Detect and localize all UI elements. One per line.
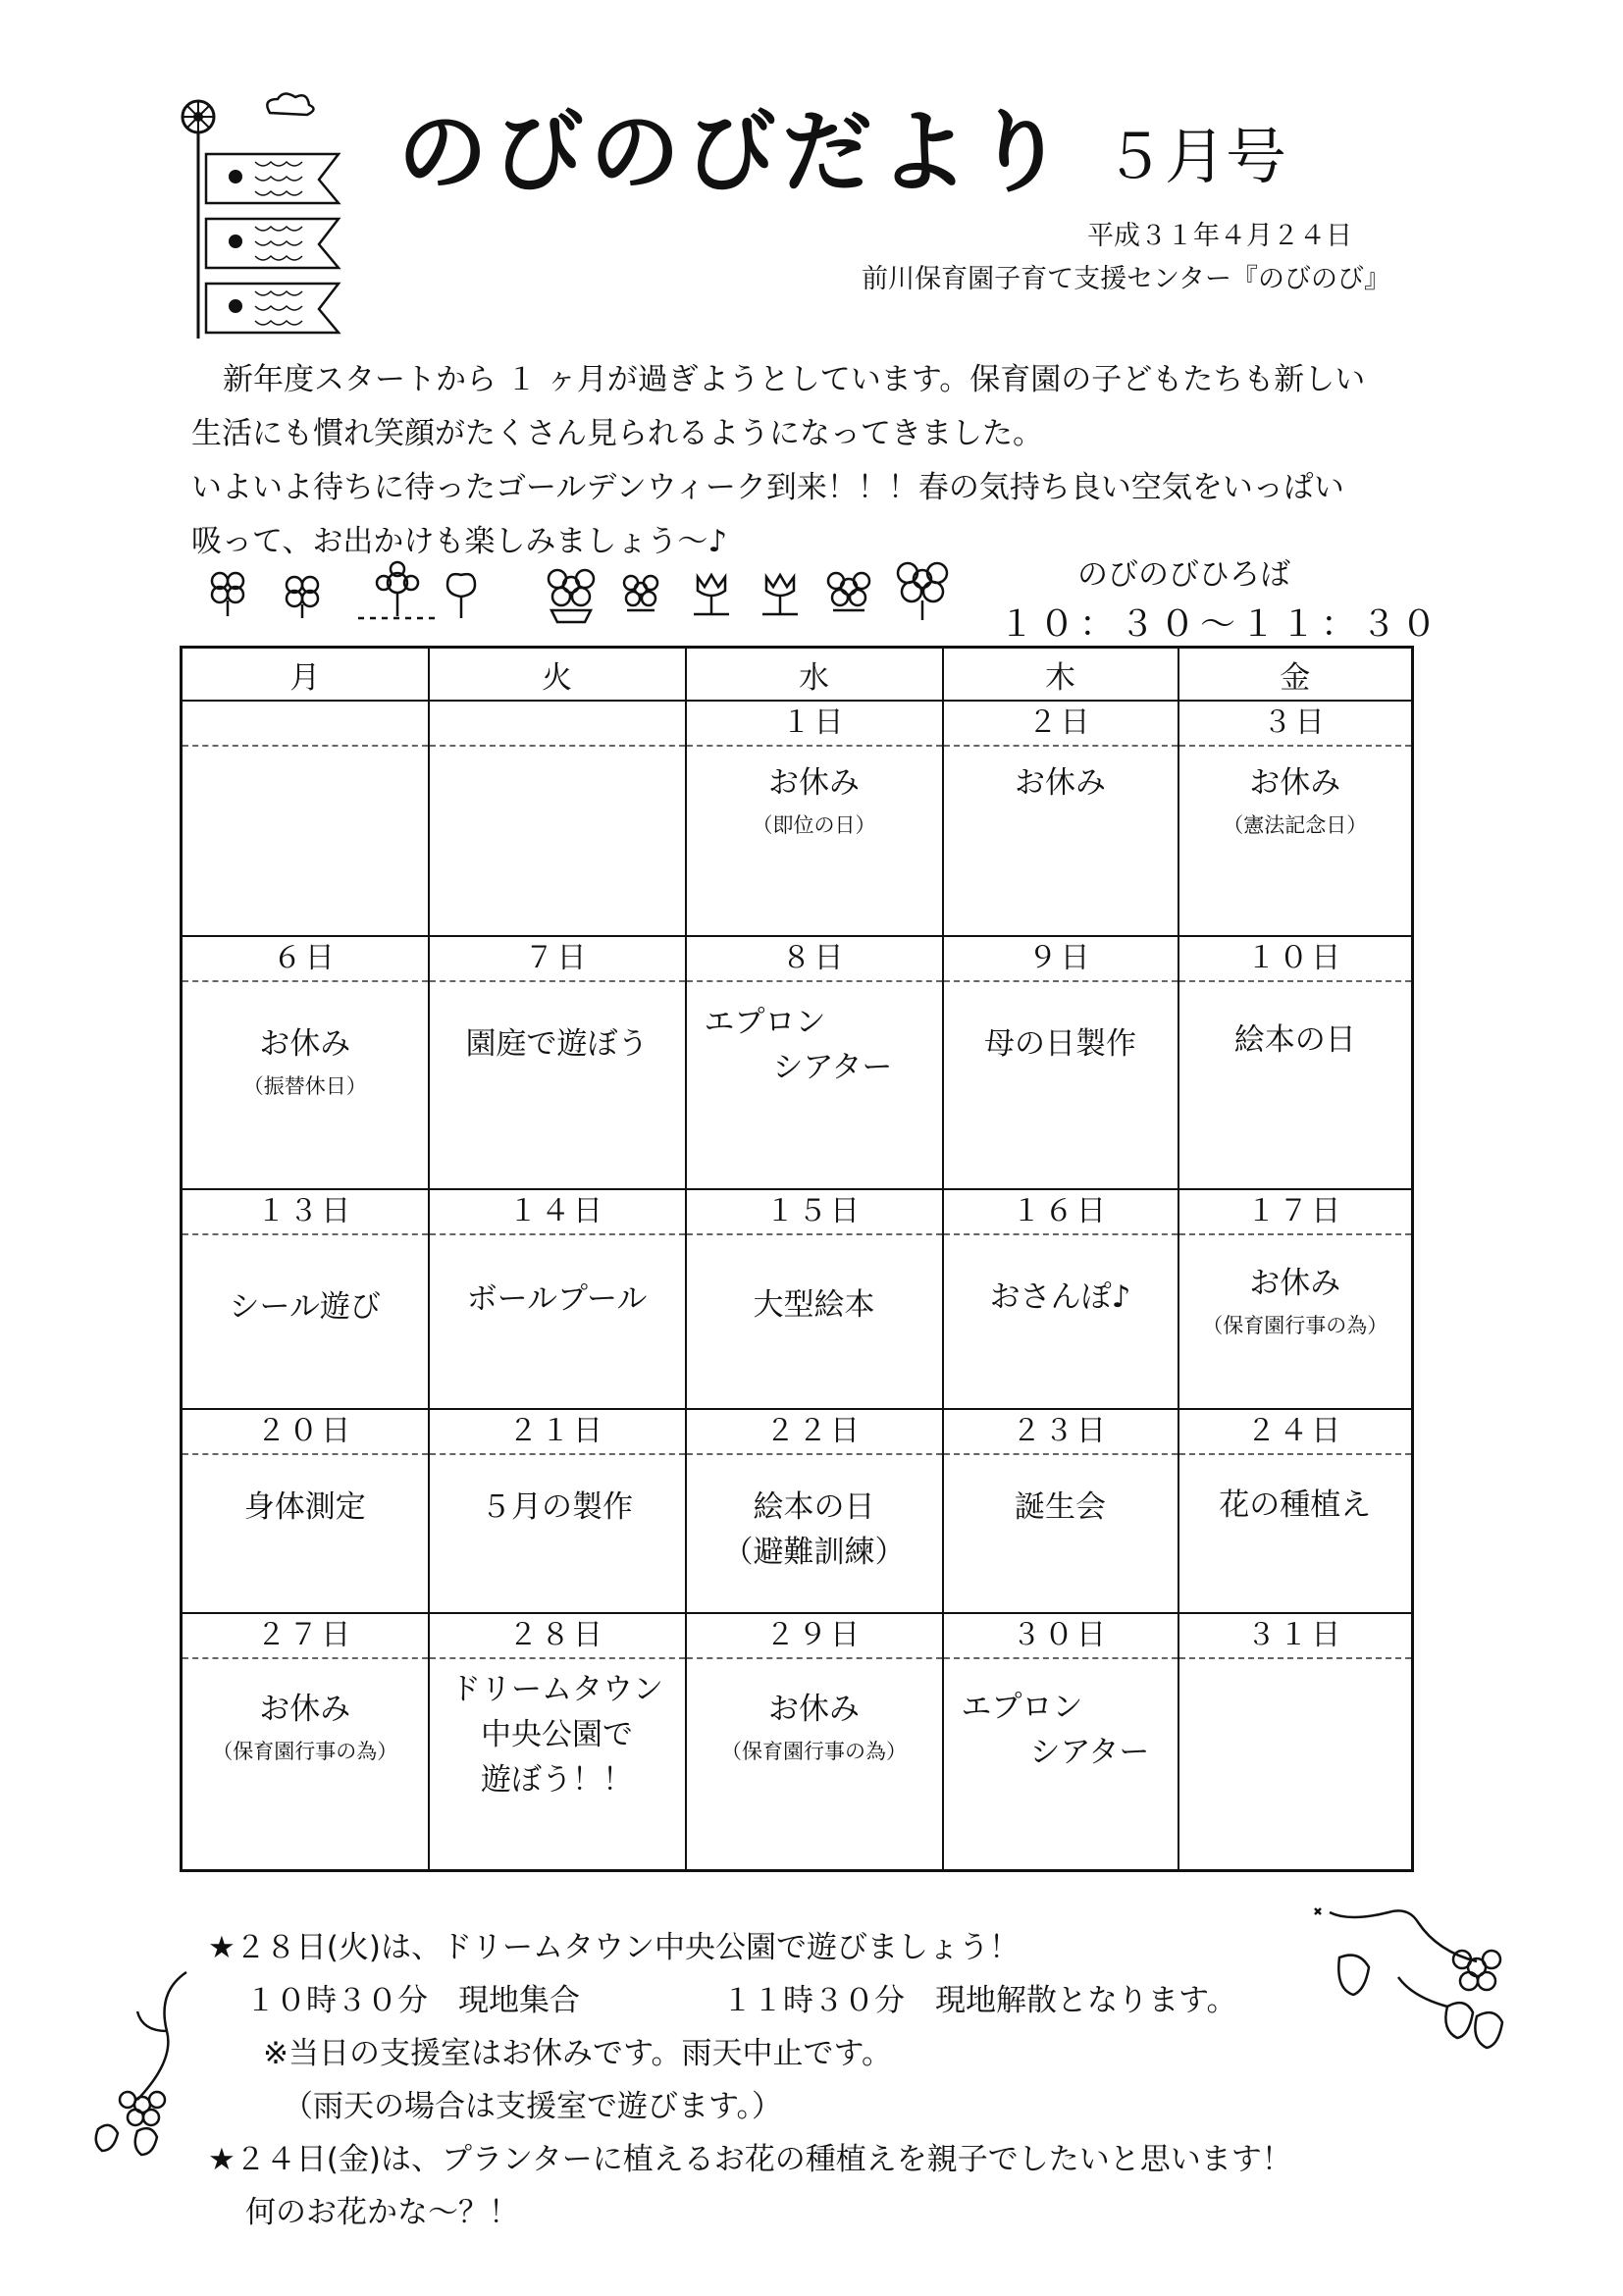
activity: [944, 1455, 1178, 1530]
calendar-cell: [429, 1613, 686, 1870]
calendar-cell: [1178, 1409, 1413, 1613]
activity: [687, 982, 942, 1090]
activity: [430, 1659, 685, 1802]
calendar-cell: [686, 1409, 943, 1613]
calendar-cell: [686, 936, 943, 1189]
calendar-week: [182, 701, 1413, 936]
activity: [687, 1235, 942, 1328]
calendar-cell: [943, 1409, 1178, 1613]
intro-text: [191, 353, 1388, 569]
note-park-closure: ※当日の支援室はお休みです。雨天中止です。: [263, 2036, 893, 2071]
activity-note: （振替休日）: [242, 1074, 367, 1098]
day-number: ２２日: [687, 1410, 942, 1455]
activity-line: ５月の製作: [481, 1489, 633, 1525]
activity-line: お休み: [768, 765, 860, 801]
day-number: [183, 702, 428, 747]
day-number: ２８日: [430, 1614, 685, 1659]
activity-line: 大型絵本: [753, 1287, 875, 1323]
calendar-week: [182, 1189, 1413, 1409]
calendar-cell: [429, 701, 686, 936]
calendar-week: [182, 1613, 1413, 1870]
activity-line: （避難訓練）: [722, 1535, 906, 1570]
activity-line: エプロン: [704, 1005, 826, 1040]
day-number: １４日: [430, 1190, 685, 1235]
day-number: ２９日: [687, 1614, 942, 1659]
schedule-hours: １０：３０～１１：３０: [999, 604, 1442, 645]
notes-section: [208, 1921, 1292, 2239]
schedule-name: のびのびひろば: [1077, 557, 1290, 593]
issue-label: ５月号: [1104, 121, 1287, 192]
activity-note: （保育園行事の為）: [721, 1740, 907, 1763]
day-number: [430, 702, 685, 747]
activity: [183, 1455, 428, 1530]
strawberry-illustration: [1300, 1899, 1526, 2095]
activity: [183, 1235, 428, 1330]
activity-line: 誕生会: [1015, 1489, 1106, 1525]
activity: [1179, 982, 1412, 1063]
activity: [687, 747, 942, 806]
activity-line: シール遊び: [229, 1289, 381, 1325]
newsletter-title: のびのびだより: [397, 100, 1072, 205]
weekday-header: 月: [182, 648, 429, 702]
day-number: ２日: [944, 702, 1178, 747]
activity-line: 遊ぼう！！: [481, 1762, 633, 1798]
weekday-header: 木: [943, 648, 1178, 702]
activity: [1179, 1235, 1412, 1306]
calendar-cell: [182, 1613, 429, 1870]
calendar-cell: [429, 936, 686, 1189]
intro-line: 生活にも慣れ笑顔がたくさん見られるようになってきました。: [191, 416, 1043, 451]
note-park-rain: （雨天の場合は支援室で遊びます。）: [283, 2089, 783, 2124]
calendar-cell: [686, 1613, 943, 1870]
monthly-calendar: [180, 646, 1414, 1872]
calendar-cell: [1178, 1189, 1413, 1409]
day-number: ２０日: [183, 1410, 428, 1455]
calendar-cell: [943, 936, 1178, 1189]
calendar-week: [182, 936, 1413, 1189]
day-number: ３０日: [944, 1614, 1178, 1659]
day-number: ２１日: [430, 1410, 685, 1455]
activity-line: お休み: [1249, 765, 1341, 801]
koinobori-illustration: [177, 93, 373, 348]
day-number: ８日: [687, 937, 942, 982]
activity: [1179, 1455, 1412, 1528]
activity: [1179, 747, 1412, 806]
weekday-header: 金: [1178, 648, 1413, 702]
activity-line: お休み: [1249, 1266, 1341, 1301]
activity: [687, 1455, 942, 1575]
note-seed-planting: ★２４日(金)は、プランターに植えるお花の種植えを親子でしたいと思います！: [208, 2142, 1292, 2177]
activity: [430, 1455, 685, 1530]
flower-row-illustration: [206, 557, 971, 626]
calendar-cell: [182, 701, 429, 936]
activity-line: 園庭で遊ぼう: [465, 1026, 649, 1062]
activity: [944, 982, 1178, 1067]
activity-line: 母の日製作: [984, 1026, 1136, 1062]
activity-line: シアター: [1029, 1735, 1150, 1770]
intro-line: いよいよ待ちに待ったゴールデンウィーク到来！！！春の気持ち良い空気をいっぱい: [191, 470, 1344, 505]
activity-line: 絵本の日: [753, 1489, 875, 1525]
activity-note: （即位の日）: [752, 813, 876, 837]
organization-name: 前川保育園子育て支援センター『のびのび』: [862, 264, 1390, 294]
calendar-cell: [1178, 936, 1413, 1189]
note-meet-time: １０時３０分 現地集合: [245, 1983, 580, 2018]
weekday-header: 火: [429, 648, 686, 702]
calendar-cell: [429, 1409, 686, 1613]
intro-line: 吸って、お出かけも楽しみましょう～♪: [191, 524, 728, 559]
day-number: ２３日: [944, 1410, 1178, 1455]
activity: [183, 982, 428, 1067]
activity-line: お休み: [259, 1026, 351, 1062]
intro-line: 新年度スタートから １ ヶ月が過ぎようとしています。保育園の子どもたちも新しい: [223, 362, 1366, 397]
activity-line: 中央公園で: [481, 1717, 633, 1752]
day-number: ２７日: [183, 1614, 428, 1659]
weekday-header: 水: [686, 648, 943, 702]
calendar-cell: [1178, 701, 1413, 936]
note-park-outing: ★２８日(火)は、ドリームタウン中央公園で遊びましょう！: [208, 1930, 1020, 1965]
day-number: ９日: [944, 937, 1178, 982]
day-number: ６日: [183, 937, 428, 982]
activity-line: お休み: [1015, 765, 1106, 801]
day-number: １７日: [1179, 1190, 1412, 1235]
activity-line: エプロン: [961, 1690, 1083, 1725]
note-park-times: [208, 1974, 1292, 2027]
activity-note: （保育園行事の為）: [212, 1740, 398, 1763]
day-number: １５日: [687, 1190, 942, 1235]
issue-date: 平成３１年４月２４日: [1087, 221, 1352, 251]
calendar-cell: [943, 1613, 1178, 1870]
calendar-cell: [686, 1189, 943, 1409]
calendar-cell: [429, 1189, 686, 1409]
activity-line: お休み: [768, 1692, 860, 1727]
calendar-cell: [182, 936, 429, 1189]
activity: [430, 982, 685, 1067]
activity-line: 身体測定: [243, 1489, 366, 1525]
activity-note: （憲法記念日）: [1223, 813, 1368, 837]
flower-branch-illustration: [88, 1962, 206, 2159]
calendar-cell: [686, 701, 943, 936]
activity-line: シアター: [772, 1050, 893, 1085]
calendar-cell: [182, 1189, 429, 1409]
day-number: １６日: [944, 1190, 1178, 1235]
activity-line: お休み: [259, 1692, 351, 1727]
activity-note: （保育園行事の為）: [1202, 1314, 1388, 1337]
activity-line: おさんぽ♪: [989, 1279, 1131, 1315]
activity-line: 絵本の日: [1233, 1022, 1356, 1058]
note-dismiss-time: １１時３０分 現地解散となります。: [722, 1983, 1237, 2018]
day-number: ３日: [1179, 702, 1412, 747]
day-number: ２４日: [1179, 1410, 1412, 1455]
activity: [944, 1659, 1178, 1775]
day-number: １日: [687, 702, 942, 747]
activity-line: ボールプール: [466, 1281, 648, 1317]
day-number: １０日: [1179, 937, 1412, 982]
weekday-header-row: [182, 648, 1413, 702]
activity: [430, 1235, 685, 1322]
day-number: １３日: [183, 1190, 428, 1235]
day-number: ３１日: [1179, 1614, 1412, 1659]
calendar-cell: [943, 1189, 1178, 1409]
activity: [944, 1235, 1178, 1320]
activity-line: 花の種植え: [1219, 1487, 1372, 1523]
activity-line: ドリームタウン: [450, 1672, 663, 1707]
activity: [944, 747, 1178, 806]
day-number: ７日: [430, 937, 685, 982]
calendar-cell: [182, 1409, 429, 1613]
calendar-week: [182, 1409, 1413, 1613]
calendar-cell: [1178, 1613, 1413, 1870]
note-seed-question: 何のお花かな～？！: [245, 2195, 519, 2230]
activity: [183, 1659, 428, 1732]
calendar-cell: [943, 701, 1178, 936]
activity: [687, 1659, 942, 1732]
